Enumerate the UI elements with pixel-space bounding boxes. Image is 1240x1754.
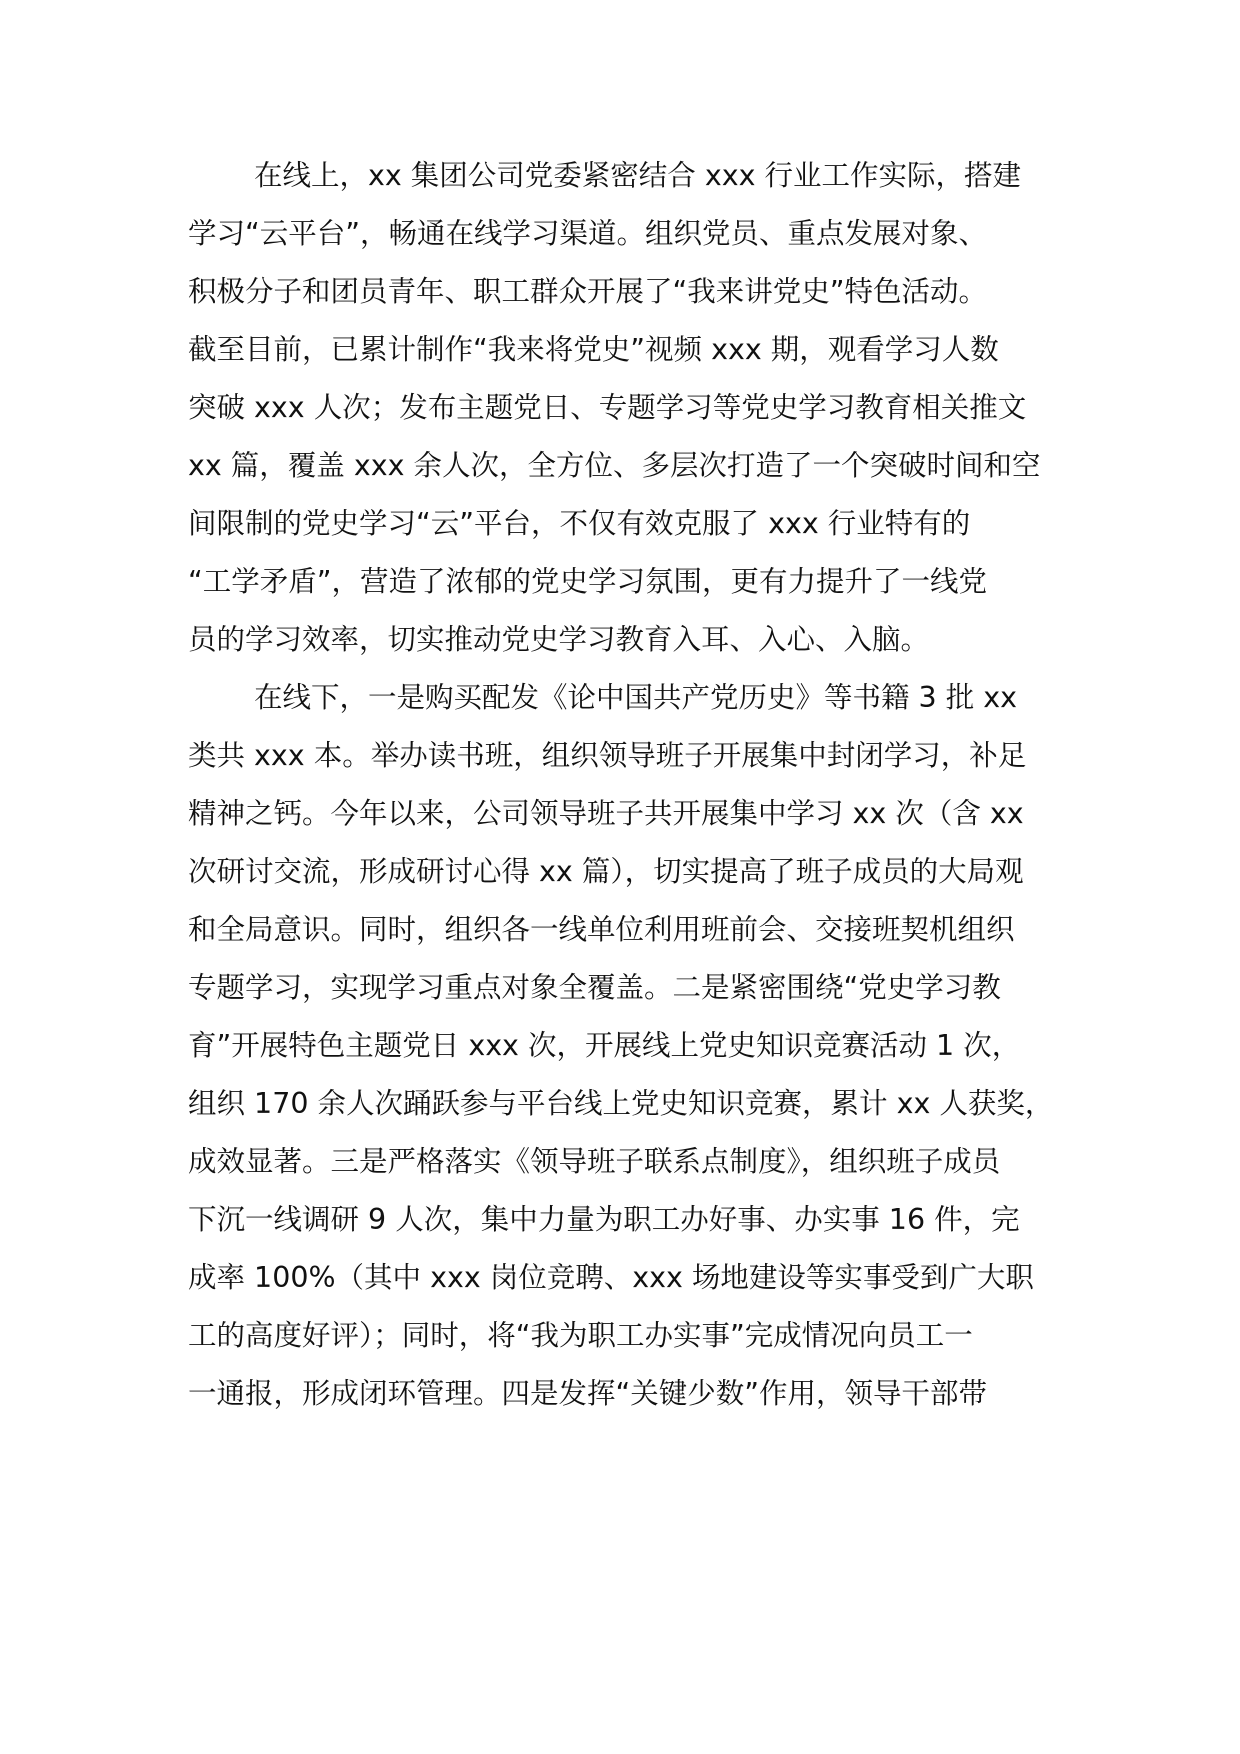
paragraph-1-line-7: 间限制的党史学习“云”平台，不仅有效克服了 xxx 行业特有的 [188, 507, 971, 540]
paragraph-2-line-1: 在线下，一是购买配发《论中国共产党历史》等书籍 3 批 xx [254, 681, 1018, 714]
paragraph-1-line-1: 在线上，xx 集团公司党委紧密结合 xxx 行业工作实际，搭建 [254, 159, 1022, 192]
paragraph-2-line-3: 精神之钙。今年以来，公司领导班子共开展集中学习 xx 次（含 xx [188, 797, 1024, 830]
paragraph-2-line-4: 次研讨交流，形成研讨心得 xx 篇），切实提高了班子成员的大局观 [188, 855, 1024, 888]
paragraph-1-line-2: 学习“云平台”，畅通在线学习渠道。组织党员、重点发展对象、 [188, 217, 988, 250]
paragraph-2-line-5: 和全局意识。同时，组织各一线单位利用班前会、交接班契机组织 [188, 913, 1015, 946]
paragraph-2-line-13: 一通报，形成闭环管理。四是发挥“关键少数”作用，领导干部带 [188, 1377, 988, 1410]
paragraph-1-line-6: xx 篇，覆盖 xxx 余人次，全方位、多层次打造了一个突破时间和空 [188, 449, 1041, 482]
paragraph-2-line-2: 类共 xxx 本。举办读书班，组织领导班子开展集中封闭学习，补足 [188, 739, 1027, 772]
paragraph-1-line-5: 突破 xxx 人次；发布主题党日、专题学习等党史学习教育相关推文 [188, 391, 1027, 424]
paragraph-1-line-9: 员的学习效率，切实推动党史学习教育入耳、入心、入脑。 [188, 623, 930, 656]
paragraph-2-line-11: 成率 100%（其中 xxx 岗位竞聘、xxx 场地建设等实事受到广大职 [188, 1261, 1034, 1294]
paragraph-1-line-4: 截至目前，已累计制作“我来将党史”视频 xxx 期，观看学习人数 [188, 333, 999, 366]
paragraph-1-line-8: “工学矛盾”，营造了浓郁的党史学习氛围，更有力提升了一线党 [188, 565, 988, 598]
paragraph-1-line-3: 积极分子和团员青年、职工群众开展了“我来讲党史”特色活动。 [188, 275, 988, 308]
paragraph-2-line-6: 专题学习，实现学习重点对象全覆盖。二是紧密围绕“党史学习教 [188, 971, 1001, 1004]
paragraph-2-line-10: 下沉一线调研 9 人次，集中力量为职工办好事、办实事 16 件，完 [188, 1203, 1020, 1236]
paragraph-2-line-7: 育”开展特色主题党日 xxx 次，开展线上党史知识竞赛活动 1 次， [188, 1029, 1021, 1062]
paragraph-2-line-9: 成效显著。三是严格落实《领导班子联系点制度》，组织班子成员 [188, 1145, 1001, 1178]
paragraph-2-line-12: 工的高度好评）；同时，将“我为职工办实事”完成情况向员工一 [188, 1319, 973, 1352]
paragraph-2-line-8: 组织 170 余人次踊跃参与平台线上党史知识竞赛，累计 xx 人获奖， [188, 1087, 1054, 1120]
